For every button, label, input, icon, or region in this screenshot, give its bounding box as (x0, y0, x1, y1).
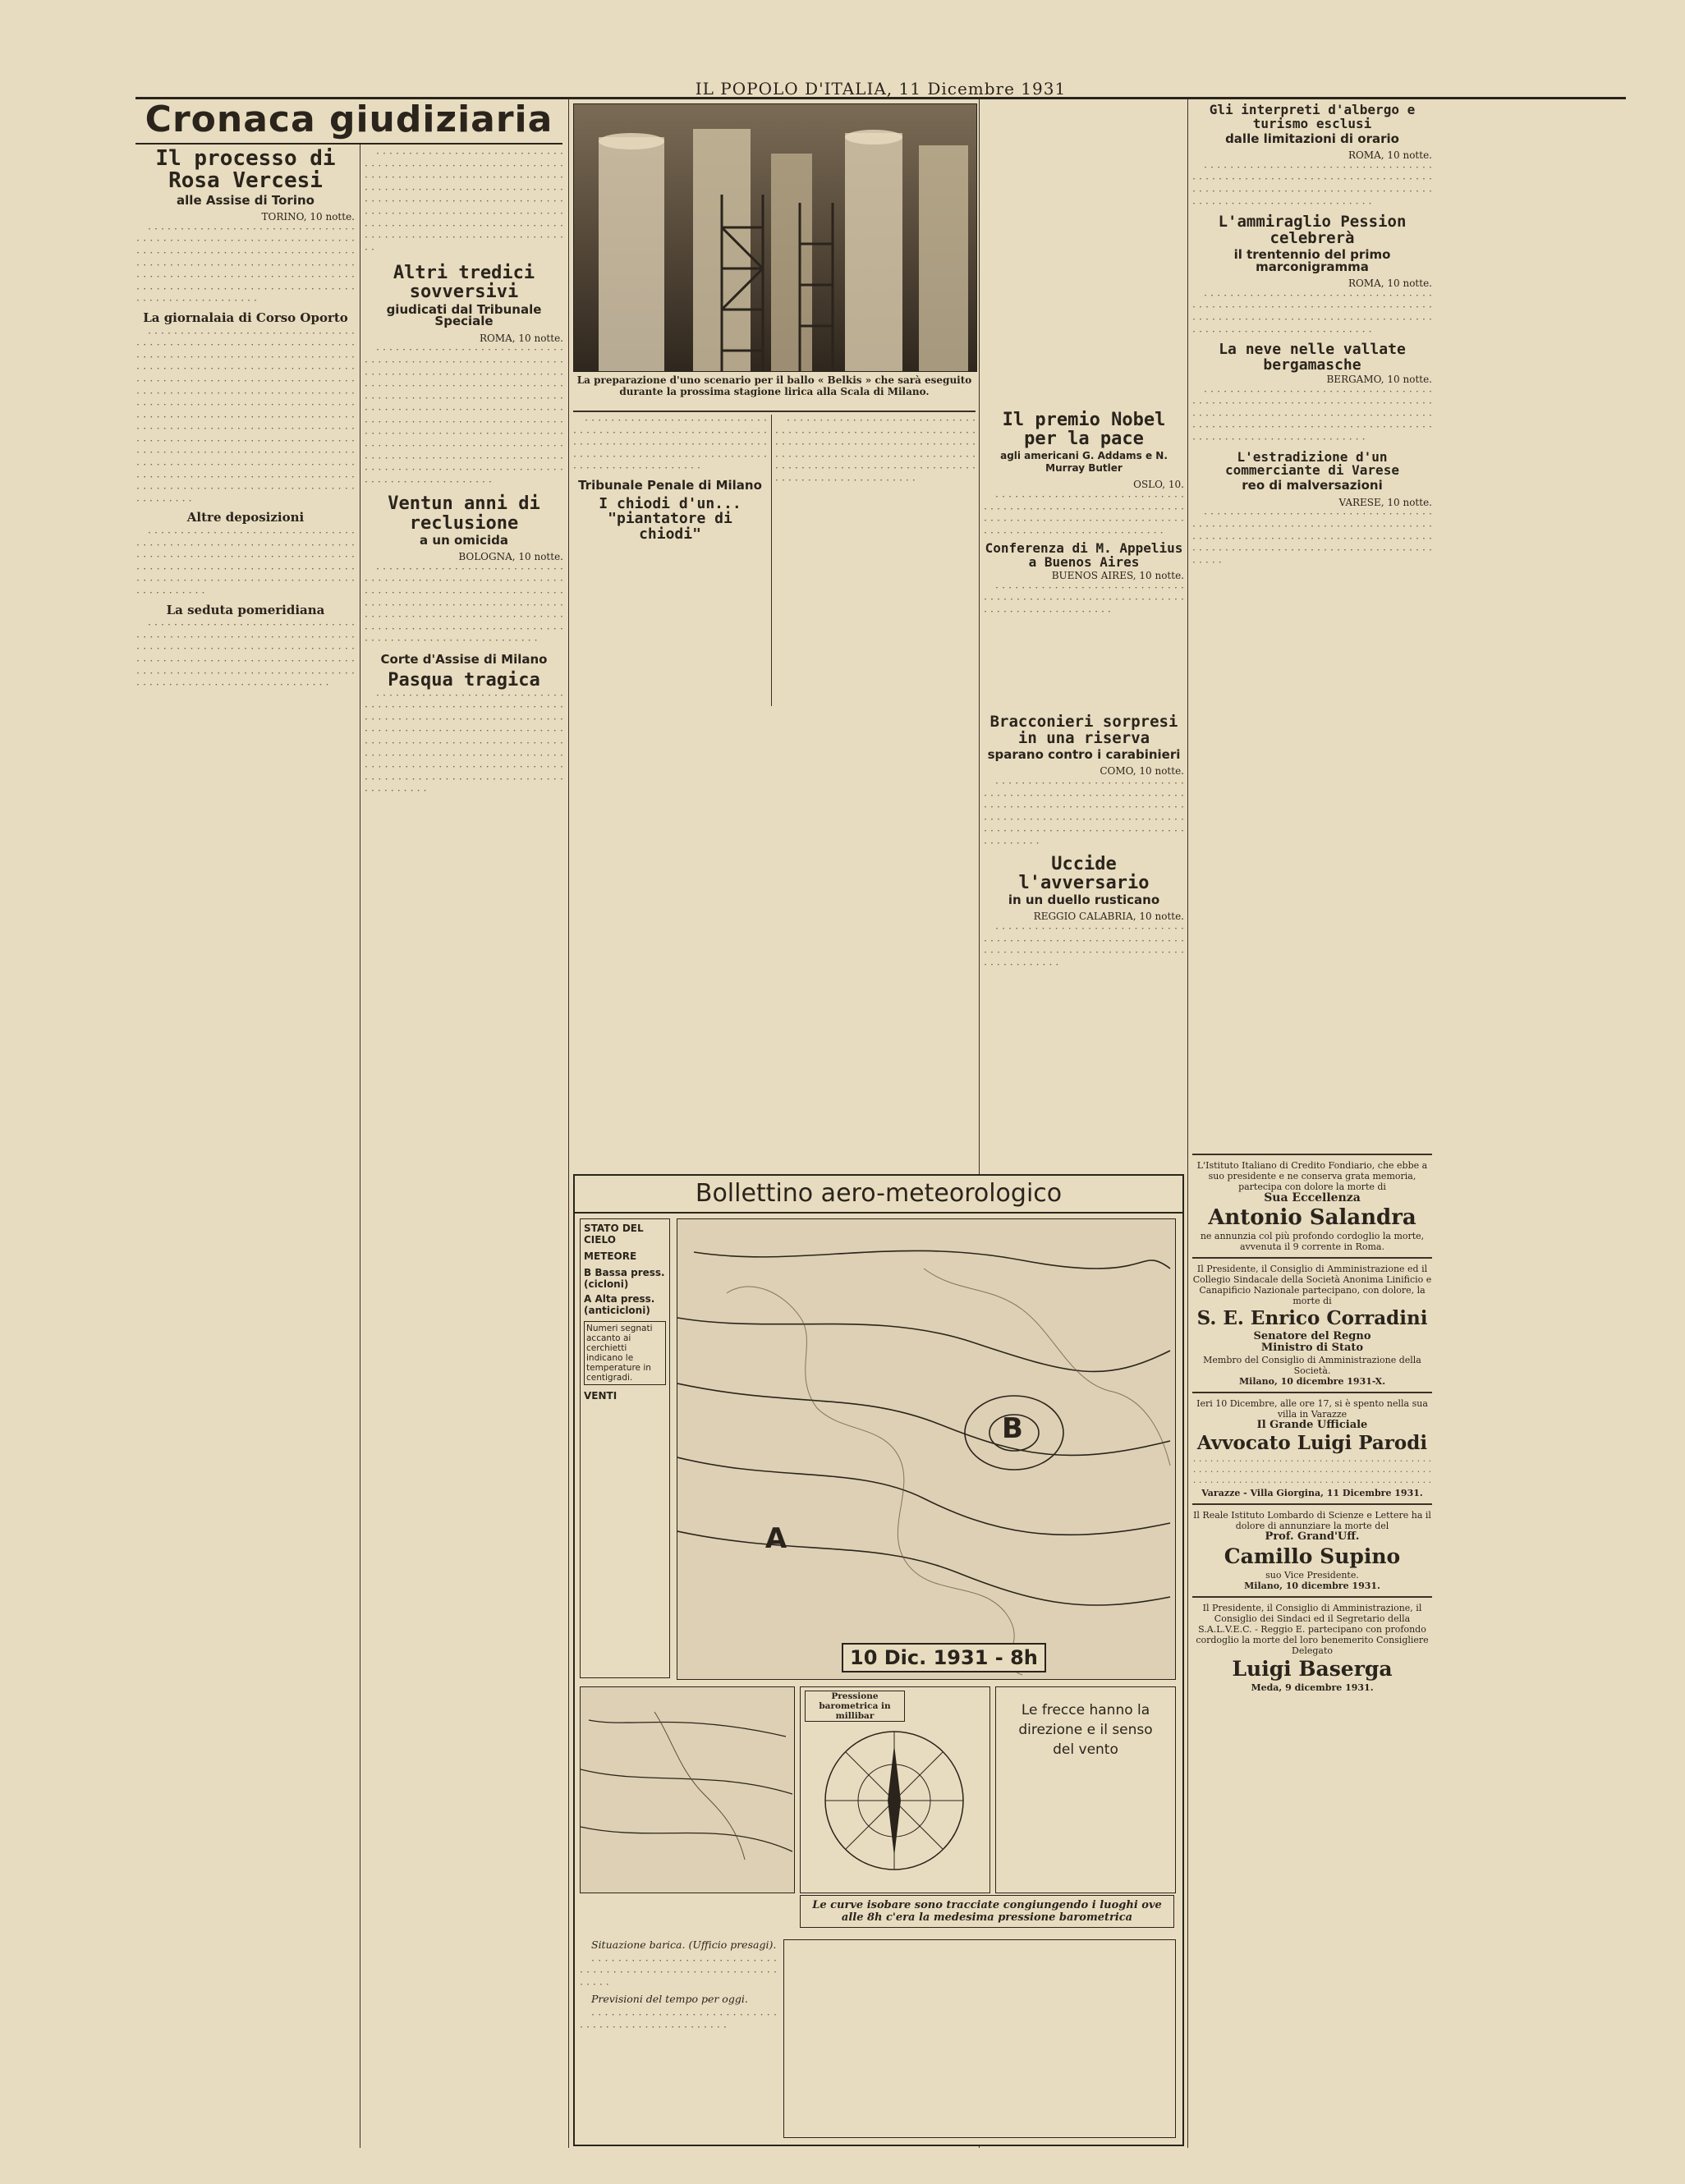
body-text: · · · · · · · · · · · · · · · · · · · · · · · · · · · · · · · · · · · · · · · · · · · · · · · · · · · · · · · · · · · · · · · · · · · · · · · · · · · · · · · · · · · · · · · · · · · · · · · · · · · · · · · · · · · · · · · · · · · · · · · · · · · · · · · · · · · · · · · · · · · · · · · · · · · · · · · · · · · · · · · · · · · · · · · · · · · · · · · · · · · · · · · · · · · · · · · · · · · · · · · · · · · · · · · · · · · · · · · · · · · · · · · · · · · · · · · · · · · · · · · · · · · · · · · · · · · · · · · · · · · · · · · · · · · · · · · · · · · · · · · · · · · · · · · · · · · · · · · · · · · · · · · · · · · · · · · · · · · · · · · · · · · · · · · · · · · · · · · · · · · · · · · · · · · · · (365, 343, 563, 488)
dateline: ROMA, 10 notte. (479, 332, 563, 344)
tribunale-name: Tribunale Penale di Milano (578, 477, 762, 493)
city-temperature-table (783, 1939, 1176, 2138)
subheadline: giudicati dal Tribunale Speciale (386, 301, 542, 329)
weather-bulletin (573, 1174, 1184, 2146)
dateline: OSLO, 10. (1133, 479, 1184, 491)
column-rule (771, 415, 772, 706)
dateline: BERGAMO, 10 notte. (1326, 373, 1432, 385)
low-pressure-marker: B (1002, 1412, 1023, 1445)
notice-text: ne annunzia col più profondo cordoglio la morte, avvenuta il 9 corrente in Roma. (1200, 1230, 1425, 1252)
notice-name-salandra: Antonio Salandra (1208, 1204, 1416, 1230)
subheadline: agli americani G. Addams e N. Murray Butler (1000, 450, 1168, 474)
body-text: · · · · · · · · · · · · · · · · · · · · · · · · · · · · · · · · · · · · · · · · · · · · · · · · · · · · · · · · · · · · · · · · · · · · · · · · · · · · · · · · · · · · · · · · · · · · · · · · · · · · · · · · · · · · · · · · · · · · · · · · · · · · · · · · · · · · · · · · · · · · · · · · · · · · · · · · · · · · · · · · · · · · · · · · · · · · · · · · · · · · · · · · · · · · · · · · · · · · · · · · · · · · · · · · · · · · · · · · · · · · · · · · · · · · · · · · · · · · · · · · · · · · · · · · · (365, 688, 563, 797)
body-text: · · · · · · · · · · · · · · · · · · · · · · · · · · · · · · · · · · · · · · · · · · · · · · · · · · · · · · · · · · · · · · · · · · · · · · · · · · · · · · · · · · · · · · · · · · · · · · · · · · · · · · · · · · · · · · · · · · · · · · · · · · · · · · · · · · · · · · · · · · (573, 415, 767, 475)
dateline: COMO, 10 notte. (1100, 765, 1184, 778)
headline-estradizione: L'estradizione d'un commerciante di Varese (1225, 448, 1399, 479)
divider (1192, 1257, 1432, 1259)
headline-chiodi: I chiodi d'un... "piantatore di chiodi" (599, 494, 741, 544)
article-column-3b (775, 415, 976, 706)
headline-neve: La neve nelle vallate bergamasche (1219, 341, 1406, 374)
headline-sovversivi: Altri tredici sovversivi (393, 263, 535, 303)
headline-pession: L'ammiraglio Pession celebrerà (1218, 213, 1407, 248)
body-text: · · · · · · · · · · · · · · · · · · · · · · · · · · · · · · · · · · · · · · · · · · · · · · · · · · · · · · · · · · · · · · · · · · · · · · · · · · · · · · · · · · · · · · · · · · · · · · · · · · · · · · · · · · · · · · · · · · · · · · · (984, 489, 1184, 539)
numbers-note: Numeri segnati accanto ai cerchietti indicano le temperature in centigradi. (584, 1321, 666, 1385)
high-pressure-marker: A (764, 1522, 787, 1555)
article-column-5 (1192, 103, 1432, 1146)
body-text: · · · · · · · · · · · · · · · · · · · · · · · · · · · · · · · · · · · · · · · · · · · · · · · · · · · · · · · · · · · · · · · · · · · · · · · · · · · · · · · · · · · · · · · · · · · · · · · · · · · · · · · · · · · · · · · · · · · · · · · · · · · · · · · · · · · · · · · · · · · · · · · · · · · · · · · (1192, 507, 1432, 568)
column-rule (1187, 99, 1188, 2148)
subheadline: a un omicida (420, 532, 508, 548)
body-text: · · · · · · · · · · · · · · · · · · · · · · · · · · · · · · · · · · · · · · · · · · · · · · · · · · · · · · · · · · · · · · · · · · · · · · · · · · · · · · · · · · · · · · · · · · · · · · · · · · · · · · · · · · · · · · · · · · · · · · · · · · · · · · · · · · · · · · · · · · · · · · · · · · · · · · · · · · · · · · · · · · · · · · · · · · · · · · · · · · · · · · · · · · · · · · · · · · · · · · · · · · · · · · · · · · · · · · · · · · · · · · · · · · · · · · · · · · · · · · · · · (365, 148, 563, 255)
arrows-note: Le frecce hanno la direzione e il senso del vento (1018, 1702, 1153, 1758)
notice-title: Senatore del Regno (1253, 1329, 1371, 1342)
article-bracconieri (984, 714, 1184, 1182)
notice-title: Prof. Grand'Uff. (1265, 1530, 1360, 1544)
body-text: · · · · · · · · · · · · · · · · · · · · · · · · · · · · · · · · · · · · · · · · · · · · · · · · · · · · · · · · · · · · · · · · · · · · · · · · · · · · · · · · · · · · · · · · · · · · · · · · · · · · · · · · · · · · · · · · · · · · · · · · · · · · · · · · · · · · · · · · · · · · · · · · · · · · · · · · · · · · · · · · · · · · · · · · · · · · · · · · · · · · · · · · · · · · · · · · · · · · · · · · · · · · · · (365, 562, 563, 647)
body-text: · · · · · · · · · · · · · · · · · · · · · · · · · · · · · · · · · · · · · · · · · · · · · · · · · · · · · · · · · · · · · · · · · · · · · · · · · · · · · · · · · · · · · · · · · · · · · · · · · · · · · · · · · · · · · · · · · · · · · · · · · · · · · · · · · · · · · · · · · · · · · · · · · · · · · · · · · · · · · · · · · · · · · · · · · · · · · · · · · · · · · · · · · · · · · · · · · · · · · · · · · · · · · · · · · · · · · · · · · · · · · · · · · · · · · · · · · · · · · · · · · · · · · · · · · · · · · · · · · · · · · · · · · · · · · · · · · · · · · · · · · · · · · · · · · · · · · · · · · · · · · · · · · · · · · · · · · · · · · · · · · · · · · · · · · · · · · · · · · · · · · · · · · · · · · · · · · · · · · · · · · · · · · · · · · · · · · · · · · · · · · · · · · · · · · · · · · · · · · · · · · · · · · · · · · · · · · · · · · · · · · · · · · · · · · · · · · · · · · · · · · · · · · · · · · · · · · · · · · · · · · · · · · · · · · · (136, 326, 355, 507)
body-text: · · · · · · · · · · · · · · · · · · · · · · · · · · · · · · · · · · · · · · · · · · · · · · · · · · · · · · · · · · · · · · · · · · · · · · · · · · · · · · · · · · · · · · · · · · · · · · · · · · · · · · · · · · · · · · · · · · · · · · · · · · · · · · · · · · · · · · · · · (1192, 160, 1432, 209)
dateline: VARESE, 10 notte. (1338, 496, 1432, 508)
arrow-note-box (995, 1686, 1176, 1893)
body-text: · · · · · · · · · · · · · · · · · · · · · · · · · · · · · · · · · · · · · · · · · · · · · · · · · · · · · · · · · · · · · · · · · · · · · · · · · · · · · · · · · · · · · · · · · · · · · · · · · · · · · · · · · · · · · · · · · · · · · · · · · · · · · · · · · · · · · · · · · · · · · · · · · · · · · · · · · · · · · · · · · · · · · · · · · · · · · · · (775, 415, 976, 486)
divider (1192, 1154, 1432, 1155)
notice-text: L'Istituto Italiano di Credito Fondiario, che ebbe a suo presidente e ne conserva grata memoria, partecipa con dolore la morte di (1196, 1160, 1428, 1192)
headline-pasqua-tragica: Pasqua tragica (388, 669, 540, 691)
forecast-label: Previsioni del tempo per oggi. (591, 1993, 748, 2006)
subheadline: sparano contro i carabinieri (987, 746, 1181, 762)
subheading: La seduta pomeridiana (166, 602, 325, 617)
body-text: · · · · · · · · · · · · · · · · · · · · · · · · · · · · · · · · · · · · · · · · · · · · · · · · · · · · · · · · · · · · · · · · · · · · · · · · · · · · · · · · · · · · · · · · · · · · · · · · · · · · · · · · · · · · · · · · · · · · · · · · · · · · · · · · · · · · · · · · · · · · · · · · · · · · · · · · · · · · · · · · · · · · · · · · · · · · · · · · · · · · · · · · · · · · · · · · · · (136, 618, 355, 691)
notice-name-parodi: Avvocato Luigi Parodi (1196, 1432, 1428, 1455)
dateline: TORINO, 10 notte. (261, 211, 355, 223)
notice-date: Meda, 9 dicembre 1931. (1251, 1682, 1374, 1693)
subheading: Altre deposizioni (186, 510, 305, 525)
notice-text: Ieri 10 Dicembre, alle ore 17, si è spento nella sua villa in Varazze (1196, 1397, 1428, 1420)
notice-date: Milano, 10 dicembre 1931-X. (1238, 1375, 1386, 1387)
masthead-title: IL POPOLO D'ITALIA, 11 Dicembre 1931 (695, 79, 1067, 99)
headline-uccide: Uccide l'avversario (1018, 853, 1150, 893)
dateline: ROMA, 10 notte. (1348, 149, 1432, 162)
court-name: Corte d'Assise di Milano (380, 651, 548, 667)
notice-title: Ministro di Stato (1260, 1342, 1364, 1355)
body-text: · · · · · · · · · · · · · · · · · · · · · · · · · · · · · · · · · · · · · · · · · · · · · · · · · · · · · · · · · · · · · · · · · · · · · · · · · · · · · · · · · · · · · · · · · · · · · · · · · · · · · · · · · · · · · · · · · · · · · · · · · · · · · · (1192, 1456, 1432, 1489)
headline-appelius: Conferenza di M. Appelius a Buenos Aires (985, 540, 1183, 571)
notice-text: Il Presidente, il Consiglio di Amministrazione, il Consiglio dei Sindaci ed il Segretario della S.A.L.V.E.C. - Reggio E. partecipano con profondo cordoglio la morte del loro benemerito Consigliere Delegato (1196, 1602, 1429, 1656)
rose-title: Pressione barometrica in millibar (805, 1691, 905, 1722)
photo-caption: La preparazione d'uno scenario per il ballo « Belkis » che sarà eseguito durante la prossima stagione lirica alla Scala di Milano. (576, 374, 972, 397)
notice-title: Il Grande Ufficiale (1256, 1418, 1368, 1431)
dateline: BUENOS AIRES, 10 notte. (1051, 569, 1184, 581)
map-date: 10 Dic. 1931 - 8h (842, 1643, 1046, 1672)
article-column-3 (573, 415, 767, 706)
legend-venti-title: VENTI (584, 1390, 618, 1402)
notice-text: Il Presidente, il Consiglio di Amministrazione ed il Collegio Sindacale della Società Anonima Linificio e Canapificio Nazionale partecipano, con dolore, la morte di (1192, 1263, 1432, 1306)
article-column-2 (365, 148, 563, 2143)
notice-date: Varazze - Villa Giorgina, 11 Dicembre 1931. (1201, 1488, 1423, 1499)
notice-title: Sua Eccellenza (1264, 1191, 1361, 1204)
weather-title: Bollettino aero-meteorologico (575, 1176, 1182, 1214)
subheadline: il trentennio del primo marconigramma (1233, 247, 1391, 274)
isobar-map-svg (677, 1219, 1173, 1677)
notice-name-corradini: S. E. Enrico Corradini (1196, 1306, 1428, 1329)
notice-name-baserga: Luigi Baserga (1232, 1656, 1393, 1681)
weather-situation (580, 1939, 777, 2136)
headline-nobel: Il premio Nobel per la pace (1002, 411, 1166, 450)
headline-ventun-anni: Ventun anni di reclusione (388, 493, 540, 534)
notice-name-supino: Camillo Supino (1224, 1544, 1401, 1568)
italy-isobar-map (580, 1686, 795, 1893)
scaffold-illustration (574, 104, 976, 371)
body-text: · · · · · · · · · · · · · · · · · · · · · · · · · · · · · · · · · · · · · · · · · · · · · · · · · · · · · · · · · · · · · · · · · · · · · · · · · · · · · · · · · · · · · · · · · · · · · · · · · · · · · · · · · · · · · · · · · · · · · · · · · · · · · · · · · · · · · · · · · (1192, 288, 1432, 337)
compass-rose (800, 1686, 990, 1893)
situation-label: Situazione barica. (Ufficio presagi). (591, 1939, 777, 1951)
headline-bracconieri: Bracconieri sorpresi in una riserva (989, 714, 1178, 747)
subheadline: dalle limitazioni di orario (1225, 131, 1399, 146)
body-text: · · · · · · · · · · · · · · · · · · · · · · · · · · · · · · · · · · · · · · · · · · · · · · · · · · · · · · · · · · · · · · · · · · · · · · · · · · · · · · · · · · · · · · · · · · · · · · · · · · · · · · · · · · · · · · · · · · · · · · · · · · · · · · · · · · · · · · · · · · · · · · · · · · · · · · · · · · · · · · · · · · (984, 777, 1184, 850)
body-text: · · · · · · · · · · · · · · · · · · · · · · · · · · · · · · · · · · · · · · · · · · · · · · · · · · · · · · · · · · · · · · · (580, 1953, 777, 1990)
divider (1192, 1503, 1432, 1505)
italy-map-svg (581, 1687, 792, 1891)
body-text: · · · · · · · · · · · · · · · · · · · · · · · · · · · · · · · · · · · · · · · · · · · · · · · · · · · (580, 2007, 777, 2033)
section-title: Cronaca giudiziaria (135, 97, 562, 145)
headline: Il processo di Rosa Vercesi (155, 148, 336, 194)
divider (1192, 1392, 1432, 1393)
notice-date: Milano, 10 dicembre 1931. (1244, 1580, 1380, 1591)
dateline: REGGIO CALABRIA, 10 notte. (1033, 911, 1184, 923)
subheading: La giornalaia di Corso Oporto (143, 310, 348, 325)
article-column-4 (984, 411, 1184, 706)
weather-legend (580, 1218, 670, 1678)
europe-isobar-map (677, 1218, 1176, 1680)
curve-note: Le curve isobare sono tracciate congiungendo i luoghi ove alle 8h c'era la medesima pressione barometrica (800, 1895, 1174, 1928)
notice-text: Membro del Consiglio di Amministrazione della Società. (1203, 1354, 1421, 1376)
death-notices (1192, 1154, 1432, 2143)
subheadline: in un duello rusticano (1008, 892, 1160, 907)
low-pressure-label: B Bassa press. (cicloni) (584, 1267, 665, 1290)
divider (1192, 1596, 1432, 1598)
notice-text: Il Reale Istituto Lombardo di Scienze e Lettere ha il dolore di annunziare la morte del (1193, 1510, 1431, 1532)
subheadline: alle Assise di Torino (177, 192, 315, 208)
body-text: · · · · · · · · · · · · · · · · · · · · · · · · · · · · · · · · · · · · · · · · · · · · · · · · · · · · · · · · · · · · · · · · · · · · · · · · · · · · · · · · · · · · · · · · · · · · · · · · · · · · · · · · · · · · · · · · · · · · · · · · · · · · · · · · · · · · · · · · · · · · · · · · · · · · · · · · · · · · · · · · · · · · · · · · · · · · · · · (136, 526, 355, 599)
subheadline: reo di malversazioni (1242, 478, 1383, 493)
legend-meteore-title: METEORE (584, 1250, 637, 1262)
body-text: · · · · · · · · · · · · · · · · · · · · · · · · · · · · · · · · · · · · · · · · · · · · · · · · · · · · · · · · · · · · · · · · · · · · · · · · · · · · · · · · · · · · · · · · · · · · · · · · · · · · · · · · · · · · · · · · · · · · · · · · · · · · · · · · · · · · · · · · · · · · · · · · · · · · · · · · · · · · · · · · · · · · · · · · · · · · · (1192, 384, 1432, 445)
divider (573, 411, 976, 412)
body-text: · · · · · · · · · · · · · · · · · · · · · · · · · · · · · · · · · · · · · · · · · · · · · · · · · · · · · · · · · · · · · · · · · · · · · · · · · · · · · · · · · · · · · · · · · · · · · · · · · · · · · · · · · · · · · · · · · · · · · · · · · · · · · · · · · · · · · · · · · · · · · · · · · · · · · · · · · · · · · · · · · · · · · · · · · · · · · · · · · · · · · · · · · · · · · · · · · · · · · · · · · · · · · · · · · · · · · · · · (136, 222, 355, 307)
headline-interpreti: Gli interpreti d'albergo e turismo esclusi (1209, 103, 1416, 131)
article-rosa-vercesi (136, 148, 355, 2143)
scala-scenery-photo (573, 103, 977, 372)
high-pressure-label: A Alta press. (anticicloni) (584, 1293, 655, 1316)
notice-text: suo Vice Presidente. (1265, 1569, 1359, 1581)
dateline: ROMA, 10 notte. (1348, 278, 1432, 290)
column-rule (568, 99, 569, 2148)
body-text: · · · · · · · · · · · · · · · · · · · · · · · · · · · · · · · · · · · · · · · · · · · · · · · · · · · · · · · · · · · · · · · · · · · · · · · · · · · · · · · · · · · · · · · · · · · · · · · · · · · · · · · (984, 922, 1184, 970)
body-text: · · · · · · · · · · · · · · · · · · · · · · · · · · · · · · · · · · · · · · · · · · · · · · · · · · · · · · · · · · · · · · · · · · · · · · · · · · · · · · · · (984, 580, 1184, 617)
dateline: BOLOGNA, 10 notte. (458, 551, 563, 563)
legend-sky-title: STATO DEL CIELO (584, 1223, 644, 1246)
